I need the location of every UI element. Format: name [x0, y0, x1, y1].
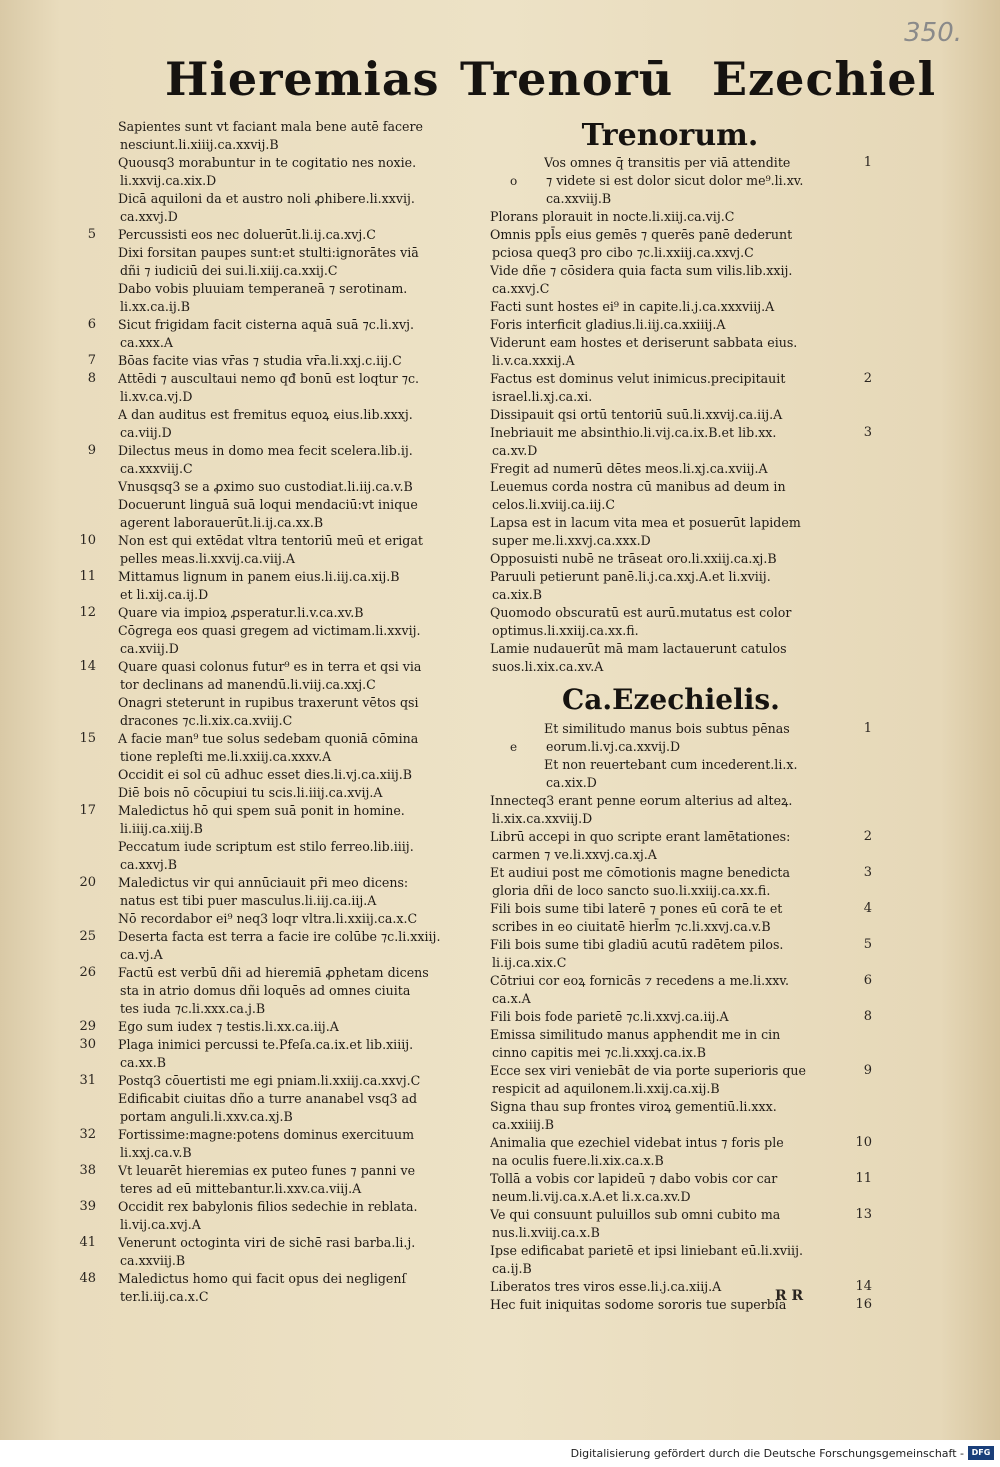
right-column — [490, 118, 872, 1314]
entry-line: Lapsa est in lacum vita mea et posuerūt lapidem — [490, 515, 801, 530]
entry-line: tione repleſti me.li.xxiij.ca.xxxv.A — [120, 749, 332, 764]
index-entry — [490, 424, 872, 460]
entry-line: ca.viij.D — [120, 425, 172, 440]
verse-number: 16 — [855, 1297, 872, 1312]
entry-line: ter.li.iij.ca.x.C — [120, 1289, 209, 1304]
index-entry — [79, 1036, 470, 1072]
entry-line: eorum.li.vj.ca.xxvij.D — [546, 739, 681, 754]
entry-line: Venerunt octoginta viri de sichē rasi barba.li.j. — [118, 1235, 416, 1250]
entry-line: Occidit ei sol cū adhuc esset dies.li.vj.ca.xiij.B — [118, 767, 413, 782]
index-entry — [118, 244, 470, 280]
entry-line: Fortissime:magne:potens dominus exercituum — [118, 1127, 415, 1142]
index-entry — [118, 478, 470, 496]
entry-line: nus.li.xviij.ca.x.B — [492, 1225, 600, 1240]
index-entry — [490, 1008, 872, 1026]
index-entry — [490, 406, 850, 424]
index-entry — [79, 1018, 470, 1036]
index-entry — [490, 1170, 872, 1206]
entry-line: Nō recordabor ei⁹ neq3 loqr vltra.li.xxiij.ca.x.C — [118, 911, 418, 926]
verse-number: 6 — [87, 317, 96, 332]
entry-line: Edificabit ciuitas dño a turre ananabel vsq3 ad — [118, 1091, 418, 1106]
index-entry — [490, 828, 872, 864]
verse-number: 4 — [863, 901, 872, 916]
entry-line: Vos omnes q̄ transitis per viā attendite — [544, 155, 791, 170]
index-entry — [490, 1098, 850, 1134]
entry-line: ca.xxvj.C — [492, 281, 550, 296]
index-entry — [79, 1162, 470, 1198]
entry-line: Fregit ad numerū dētes meos.li.xj.ca.xviij.A — [490, 461, 768, 476]
verse-number: 3 — [863, 865, 872, 880]
entry-line: scribes in eo ciuitatē hierl̄m ⁊c.li.xxvj.ca.v.B — [492, 919, 771, 934]
entry-line: ca.xix.D — [546, 775, 597, 790]
entry-line: Docuerunt linguā suā loqui mendaciū:vt inique — [118, 497, 418, 512]
index-entry — [118, 406, 470, 442]
index-entry — [79, 1198, 470, 1234]
running-head-ezechiel: Ezechiel — [712, 52, 937, 106]
entry-line: Et non reuertebant cum incederent.li.x. — [544, 757, 798, 772]
entry-line: Tollā a vobis cor lapideū ⁊ dabo vobis cor car — [490, 1171, 778, 1186]
entry-line: Fili bois sume tibi gladiū acutū radētem pilos. — [490, 937, 784, 952]
index-entry — [118, 280, 470, 316]
index-entry — [490, 864, 872, 900]
index-entry — [87, 316, 470, 352]
entry-line: Leuemus corda nostra cū manibus ad deum in — [490, 479, 786, 494]
verse-number: 12 — [79, 605, 96, 620]
index-entry — [490, 792, 850, 828]
entry-line: dñi ⁊ iudiciū dei sui.li.xiij.ca.xxij.C — [120, 263, 338, 278]
entry-line: ca.xxx.A — [120, 335, 173, 350]
section-heading-trenorum: Trenorum. — [581, 118, 759, 153]
entry-line: Opposuisti nubē ne trāseat oro.li.xxiij.ca.xj.B — [490, 551, 777, 566]
running-head-trenorum: Trenorū — [460, 52, 674, 106]
entry-line: portam anguli.li.xxv.ca.xj.B — [120, 1109, 293, 1124]
section-letter: e — [510, 740, 518, 754]
entry-line: Omnis ppl̄s eius gemēs ⁊ querēs panē dederunt — [490, 227, 793, 242]
index-entry — [87, 352, 470, 370]
verse-number: 11 — [79, 569, 96, 584]
entry-line: Quare quasi colonus futur⁹ es in terra et qsi via — [118, 659, 422, 674]
index-entry — [490, 298, 850, 316]
entry-line: Maledictus hō qui spem suā ponit in homine. — [118, 803, 405, 818]
index-entry — [79, 874, 470, 910]
index-entry — [79, 1126, 470, 1162]
index-entry — [490, 936, 872, 972]
verse-number: 17 — [79, 803, 96, 818]
index-entry — [490, 460, 850, 478]
entry-line: Vt leuarēt hieremias ex puteo funes ⁊ panni ve — [118, 1163, 416, 1178]
entry-line: ca.xv.D — [492, 443, 538, 458]
entry-line: li.iiij.ca.xiij.B — [120, 821, 203, 836]
entry-line: Paruuli petierunt panē.li.j.ca.xxj.A.et li.xviij. — [490, 569, 771, 584]
entry-line: A dan auditus est fremitus equoꝝ eius.lib.xxxj. — [118, 407, 413, 422]
index-entry — [79, 928, 470, 964]
entry-line: li.ij.ca.xix.C — [492, 955, 567, 970]
entry-line: Facti sunt hostes ei⁹ in capite.li.j.ca.xxxviij.A — [490, 299, 775, 314]
entry-line: natus est tibi puer masculus.li.iij.ca.iij.A — [120, 893, 377, 908]
entry-line: Librū accepi in quo scripte erant lamētationes: — [490, 829, 791, 844]
entry-line: israel.li.xj.ca.xi. — [492, 389, 593, 404]
verse-number: 7 — [87, 353, 96, 368]
entry-line: Plaga inimici percussi te.Pfeſa.ca.ix.et lib.xiiij. — [118, 1037, 414, 1052]
entry-line: Cōgrega eos quasi gregem ad victimam.li.xxvij. — [118, 623, 421, 638]
entry-line: Maledictus vir qui annūciauit pr̄i meo dicens: — [118, 875, 409, 890]
verse-number: 2 — [863, 829, 872, 844]
entry-line: Inebriauit me absinthio.li.vij.ca.ix.B.et lib.xx. — [490, 425, 777, 440]
entry-line: ca.xxviij.B — [546, 191, 612, 206]
index-entry — [490, 550, 850, 568]
verse-number: 29 — [79, 1019, 96, 1034]
entry-line: ca.xxxviij.C — [120, 461, 193, 476]
entry-line: Mittamus lignum in panem eius.li.iij.ca.xij.B — [118, 569, 400, 584]
verse-number: 15 — [79, 731, 96, 746]
index-entry — [490, 568, 850, 604]
verse-number: 1 — [863, 721, 872, 736]
entry-line: tor declinans ad manendū.li.viij.ca.xxj.C — [120, 677, 376, 692]
entry-line: Dixi forsitan paupes sunt:et stulti:ignorātes viā — [118, 245, 419, 260]
entry-line: Lamie nudauerūt mā mam lactauerunt catulos — [490, 641, 787, 656]
entry-line: ca.xviij.D — [120, 641, 179, 656]
index-entry — [118, 1090, 470, 1126]
footer-credit: Digitalisierung gefördert durch die Deutsche Forschungsgemeinschaft - — [570, 1447, 964, 1460]
entry-line: Factus est dominus velut inimicus.precipitauit — [490, 371, 786, 386]
index-entry — [490, 640, 850, 676]
index-entry — [490, 720, 872, 756]
verse-number: 32 — [79, 1127, 96, 1142]
verse-number: 38 — [79, 1163, 96, 1178]
entry-line: Innecteq3 erant penne eorum alterius ad alteꝝ. — [490, 793, 793, 808]
index-entry — [490, 478, 850, 514]
verse-number: 3 — [863, 425, 872, 440]
index-entry — [118, 190, 470, 226]
index-entry — [490, 1206, 872, 1242]
entry-line: Occidit rex babylonis filios sedechie in reblata. — [118, 1199, 418, 1214]
verse-number: 14 — [855, 1279, 872, 1294]
entry-line: neum.li.vij.ca.x.A.et li.x.ca.xv.D — [492, 1189, 691, 1204]
entry-line: Dicā aquiloni da et austro noli ꝓhibere.li.xxvij. — [118, 191, 415, 206]
entry-line: Ecce sex viri veniebāt de via porte superioris que — [490, 1063, 806, 1078]
verse-number: 14 — [79, 659, 96, 674]
entry-line: Percussisti eos nec doluerūt.li.ij.ca.xvj.C — [118, 227, 376, 242]
entry-line: Bōas facite vias vr̄as ⁊ studia vr̄a.li.xxj.c.iij.C — [118, 353, 402, 368]
entry-line: celos.li.xviij.ca.iij.C — [492, 497, 615, 512]
entry-line: teres ad eū mittebantur.li.xxv.ca.viij.A — [120, 1181, 362, 1196]
section-letter: o — [510, 174, 518, 188]
entry-line: ca.xix.B — [492, 587, 543, 602]
index-entry — [79, 568, 470, 604]
entry-line: ca.xxvj.D — [120, 209, 178, 224]
index-entry — [118, 766, 470, 784]
entry-line: Ego sum iudex ⁊ testis.li.xx.ca.iij.A — [118, 1019, 339, 1034]
entry-line: li.xxvij.ca.xix.D — [120, 173, 217, 188]
index-entry — [490, 972, 872, 1008]
index-entry — [490, 316, 850, 334]
index-entry — [118, 622, 470, 658]
index-entry — [87, 442, 470, 478]
index-entry — [118, 154, 470, 190]
index-entry — [87, 226, 470, 244]
entry-line: ca.xxiiij.B — [492, 1117, 555, 1132]
entry-line: ⁊ videte si est dolor sicut dolor me⁹.li.xv. — [546, 173, 804, 188]
index-entry — [490, 334, 850, 370]
verse-number: 8 — [863, 1009, 872, 1024]
index-entry — [490, 900, 872, 936]
entry-line: Quousq3 morabuntur in te cogitatio nes noxie. — [118, 155, 417, 170]
index-entry — [490, 1062, 872, 1098]
entry-line: Foris interficit gladius.li.iij.ca.xxiiij.A — [490, 317, 726, 332]
verse-number: 41 — [79, 1235, 96, 1250]
verse-number: 11 — [855, 1171, 872, 1186]
entry-line: Dissipauit qsi ortū tentoriū suū.li.xxvij.ca.iij.A — [490, 407, 783, 422]
entry-line: ca.xxvj.B — [120, 857, 178, 872]
entry-line: Emissa similitudo manus apphendit me in cin — [490, 1027, 781, 1042]
page-number: 350. — [904, 18, 962, 48]
entry-line: Maledictus homo qui facit opus dei negligenſ — [118, 1271, 407, 1286]
entry-line: gloria dñi de loco sancto suo.li.xxiij.ca.xx.fi. — [492, 883, 771, 898]
verse-number: 25 — [79, 929, 96, 944]
entry-line: Quare via impioꝝ ꝓsperatur.li.v.ca.xv.B — [118, 605, 364, 620]
entry-line: Fili bois sume tibi laterē ⁊ pones eū corā te et — [490, 901, 783, 916]
section-heading-ezechiel: Ca.Ezechielis. — [562, 683, 780, 716]
index-entry — [87, 370, 470, 406]
verse-number: 5 — [863, 937, 872, 952]
entry-line: Postq3 cōuertisti me egi pniam.li.xxiij.ca.xxvj.C — [118, 1073, 421, 1088]
entry-line: ca.ij.B — [492, 1261, 532, 1276]
entry-line: Vide dñe ⁊ cōsidera quia facta sum vilis.lib.xxij. — [490, 263, 793, 278]
entry-line: suos.li.xix.ca.xv.A — [492, 659, 604, 674]
verse-number: 30 — [79, 1037, 96, 1052]
entry-line: super me.li.xxvj.ca.xxx.D — [492, 533, 651, 548]
entry-line: Attēdi ⁊ auscultaui nemo qđ bonū est loqtur ⁊c. — [118, 371, 420, 386]
entry-line: pelles meas.li.xxvij.ca.viij.A — [120, 551, 295, 566]
entry-line: Dilectus meus in domo mea fecit scelera.lib.ij. — [118, 443, 413, 458]
entry-line: dracones ⁊c.li.xix.ca.xviij.C — [120, 713, 293, 728]
entry-line: Et audiui post me cōmotionis magne benedicta — [490, 865, 790, 880]
index-entry — [79, 964, 470, 1018]
entry-line: Cōtriui cor eoꝝ fornicās ⁊ recedens a me.li.xxv. — [490, 973, 789, 988]
dfg-logo: DFG — [968, 1446, 994, 1460]
entry-line: li.xix.ca.xxviij.D — [492, 811, 593, 826]
entry-line: li.v.ca.xxxij.A — [492, 353, 575, 368]
index-entry — [118, 910, 470, 928]
index-entry — [490, 154, 872, 208]
index-entry — [118, 118, 470, 154]
verse-number: 48 — [79, 1271, 96, 1286]
entry-line: agerent laborauerūt.li.ij.ca.xx.B — [120, 515, 324, 530]
entry-line: pciosa queq3 pro cibo ⁊c.li.xxiij.ca.xxvj.C — [492, 245, 754, 260]
index-entry — [490, 262, 850, 298]
index-entry — [79, 532, 470, 568]
verse-number: 31 — [79, 1073, 96, 1088]
entry-line: Non est qui extēdat vltra tentoriū meū et erigat — [118, 533, 423, 548]
index-entry — [118, 694, 470, 730]
verse-number: 8 — [87, 371, 96, 386]
index-entry — [118, 784, 470, 802]
entry-line: Deserta facta est terra a facie ire colūbe ⁊c.li.xxiij. — [118, 929, 441, 944]
entry-line: sta in atrio domus dñi loquēs ad omnes ciuita — [120, 983, 411, 998]
entry-line: nesciunt.li.xiiij.ca.xxvij.B — [120, 137, 279, 152]
index-entry — [79, 604, 470, 622]
entry-line: cinno capitis mei ⁊c.li.xxxj.ca.ix.B — [492, 1045, 707, 1060]
entry-line: Liberatos tres viros esse.li.j.ca.xiij.A — [490, 1279, 722, 1294]
entry-line: A facie man⁹ tue solus sedebam quoniā cōmina — [118, 731, 419, 746]
index-entry — [118, 496, 470, 532]
entry-line: ca.vj.A — [120, 947, 163, 962]
left-column — [79, 118, 470, 1306]
footer-bar — [0, 1440, 1000, 1467]
verse-number: 20 — [79, 875, 96, 890]
verse-number: 1 — [863, 155, 872, 170]
index-entry — [79, 1234, 470, 1270]
verse-number: 10 — [855, 1135, 872, 1150]
entry-line: Factū est verbū dñi ad hieremiā ꝓphetam dicens — [118, 965, 429, 980]
entry-line: optimus.li.xxiij.ca.xx.fi. — [492, 623, 639, 638]
entry-line: Et similitudo manus bois subtus pēnas — [544, 721, 790, 736]
verse-number: 13 — [855, 1207, 872, 1222]
entry-line: li.vij.ca.xvj.A — [120, 1217, 201, 1232]
index-entry — [490, 514, 850, 550]
index-entry — [79, 1270, 470, 1306]
entry-line: ca.xxviij.B — [120, 1253, 186, 1268]
verse-number: 9 — [863, 1063, 872, 1078]
entry-line: Dabo vobis pluuiam temperaneā ⁊ serotinam. — [118, 281, 408, 296]
entry-line: Plorans plorauit in nocte.li.xiij.ca.vij.C — [490, 209, 735, 224]
verse-number: 26 — [79, 965, 96, 980]
verse-number: 9 — [87, 443, 96, 458]
index-entry — [490, 226, 850, 262]
index-entry — [79, 658, 470, 694]
verse-number: 10 — [79, 533, 96, 548]
entry-line: Animalia que ezechiel videbat intus ⁊ foris ple — [490, 1135, 784, 1150]
index-entry — [490, 208, 850, 226]
index-entry — [490, 1134, 872, 1170]
entry-line: Onagri steterunt in rupibus traxerunt vētos qsi — [118, 695, 419, 710]
verse-number: 39 — [79, 1199, 96, 1214]
signature-mark: R R — [775, 1288, 804, 1304]
entry-line: Hec fuit iniquitas sodome sororis tue superbia — [490, 1297, 787, 1312]
entry-line: Sapientes sunt vt faciant mala bene autē facere — [118, 119, 423, 134]
running-head-hieremias: Hieremias — [165, 52, 440, 106]
entry-line: li.xxj.ca.v.B — [120, 1145, 192, 1160]
entry-line: Sicut frigidam facit cisterna aquā suā ⁊c.li.xvj. — [118, 317, 414, 332]
entry-line: Signa thau sup frontes viroꝝ gementiū.li.xxx. — [490, 1099, 777, 1114]
index-entry — [79, 802, 470, 838]
entry-line: tes iuda ⁊c.li.xxx.ca.j.B — [120, 1001, 266, 1016]
index-entry — [490, 756, 850, 792]
entry-line: carmen ⁊ ve.li.xxvj.ca.xj.A — [492, 847, 657, 862]
entry-line: Vnusqsq3 se a ꝓximo suo custodiat.li.iij.ca.v.B — [118, 479, 413, 494]
entry-line: et li.xij.ca.ij.D — [120, 587, 209, 602]
index-entry — [490, 370, 872, 406]
index-entry — [118, 838, 470, 874]
entry-line: na oculis fuere.li.xix.ca.x.B — [492, 1153, 664, 1168]
verse-number: 2 — [863, 371, 872, 386]
verse-number: 5 — [87, 227, 96, 242]
index-entry — [490, 1242, 850, 1278]
entry-line: Quomodo obscuratū est aurū.mutatus est color — [490, 605, 792, 620]
index-entry — [490, 604, 850, 640]
entry-line: li.xx.ca.ij.B — [120, 299, 191, 314]
entry-line: Peccatum iude scriptum est stilo ferreo.lib.iiij. — [118, 839, 414, 854]
entry-line: Diē bois nō cōcupiui tu scis.li.iiij.ca.xvij.A — [118, 785, 383, 800]
entry-line: ca.xx.B — [120, 1055, 167, 1070]
verse-number: 6 — [863, 973, 872, 988]
entry-line: Ve qui consuunt puluillos sub omni cubito ma — [490, 1207, 781, 1222]
entry-line: respicit ad aquilonem.li.xxij.ca.xij.B — [492, 1081, 720, 1096]
entry-line: li.xv.ca.vj.D — [120, 389, 193, 404]
index-entry — [490, 1026, 850, 1062]
entry-line: Viderunt eam hostes et deriserunt sabbata eius. — [490, 335, 798, 350]
entry-line: Ipse edificabat parietē et ipsi liniebant eū.li.xviij. — [490, 1243, 803, 1258]
entry-line: ca.x.A — [492, 991, 531, 1006]
index-entry — [79, 1072, 470, 1090]
entry-line: Fili bois fode parietē ⁊c.li.xxvj.ca.iij.A — [490, 1009, 729, 1024]
index-entry — [79, 730, 470, 766]
